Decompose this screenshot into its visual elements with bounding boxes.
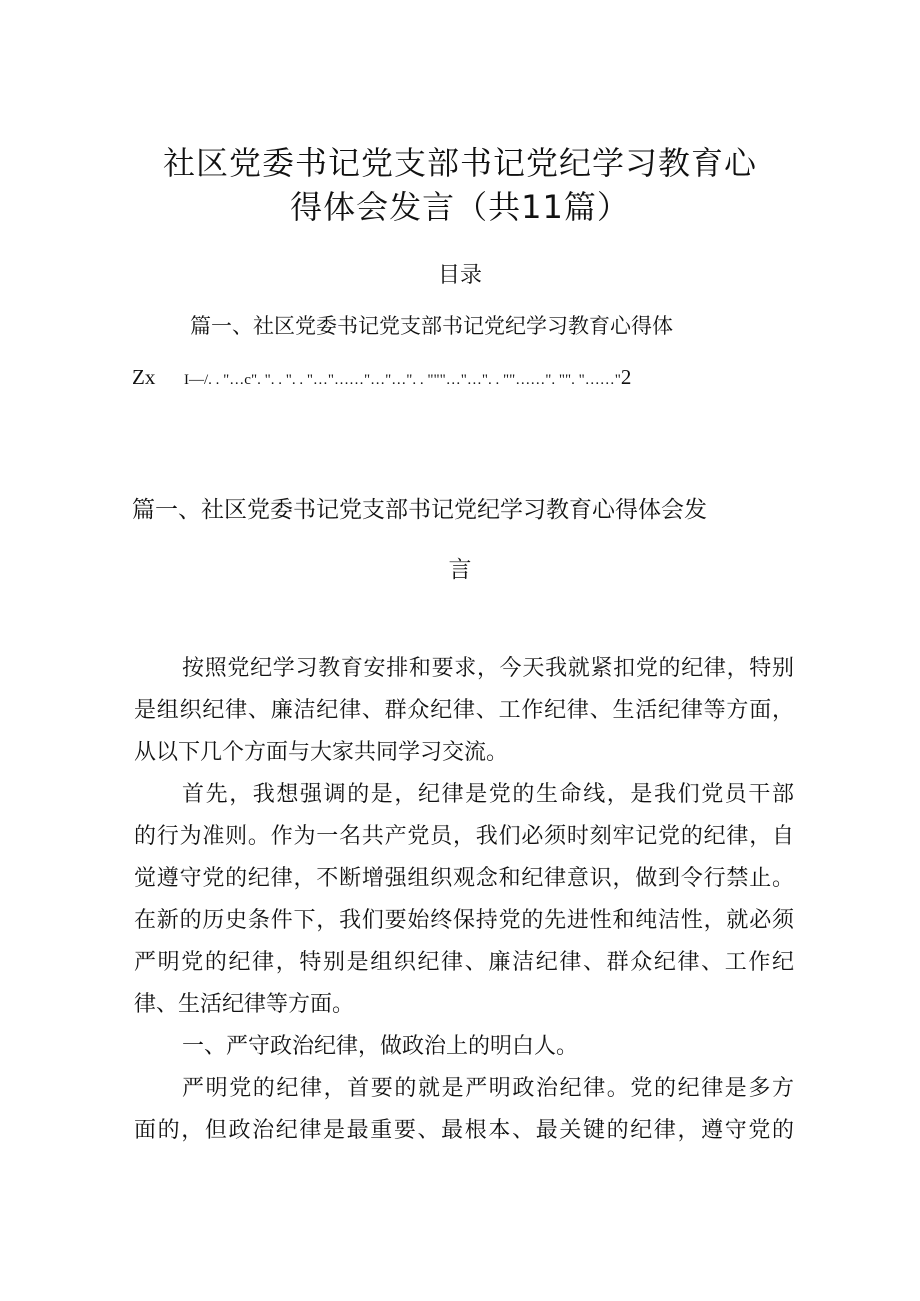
paragraph-line: 严明党的纪律，首要的就是严明政治纪律。党的纪律是多方 xyxy=(182,1076,794,1101)
section-title-line1: 篇一、社区党委书记党支部书记党纪学习教育心得体会发 xyxy=(132,497,707,523)
paragraph-line: 律、生活纪律等方面。 xyxy=(134,992,355,1017)
paragraph-2 xyxy=(134,774,794,1026)
paragraph-line: 的行为准则。作为一名共产党员，我们必须时刻牢记党的纪律，自 xyxy=(134,824,794,849)
section-title-line2: 言 xyxy=(448,557,472,583)
paragraph-line: 严明党的纪律，特别是组织纪律、廉洁纪律、群众纪律、工作纪 xyxy=(134,950,794,975)
toc-entry-leader-line[interactable] xyxy=(132,362,631,395)
paragraph-line: 在新的历史条件下，我们要始终保持党的先进性和纯洁性，就必须 xyxy=(134,908,794,933)
toc-heading: 目录 xyxy=(437,263,482,288)
document-title-line1: 社区党委书记党支部书记党纪学习教育心 xyxy=(162,144,757,182)
paragraph-line: 面的，但政治纪律是最重要、最根本、最关键的纪律，遵守党的 xyxy=(134,1118,794,1143)
toc-entry-prefix: Zx xyxy=(132,365,156,389)
toc-page-number: 2 xyxy=(620,365,632,389)
paragraph-4 xyxy=(134,1068,794,1152)
paragraph-1 xyxy=(134,648,794,774)
document-title-line2: 得体会发言（共11篇） xyxy=(290,188,630,226)
paragraph-3 xyxy=(134,1026,794,1068)
paragraph-line: 觉遵守党的纪律，不断增强组织观念和纪律意识，做到令行禁止。 xyxy=(134,866,794,891)
paragraph-line: 按照党纪学习教育安排和要求，今天我就紧扣党的纪律，特别 xyxy=(182,656,794,681)
toc-dot-leader: I—/. . "…c". ". . ". . "…"……"…"…". . """…"…". . ""……". "". "……" xyxy=(184,372,621,388)
paragraph-line: 首先，我想强调的是，纪律是党的生命线，是我们党员干部 xyxy=(182,782,794,807)
paragraph-line: 一、严守政治纪律，做政治上的明白人。 xyxy=(182,1034,579,1059)
paragraph-line: 从以下几个方面与大家共同学习交流。 xyxy=(134,740,509,765)
toc-entry[interactable]: 篇一、社区党委书记党支部书记党纪学习教育心得体 xyxy=(190,314,673,338)
paragraph-line: 是组织纪律、廉洁纪律、群众纪律、工作纪律、生活纪律等方面， xyxy=(134,698,794,723)
